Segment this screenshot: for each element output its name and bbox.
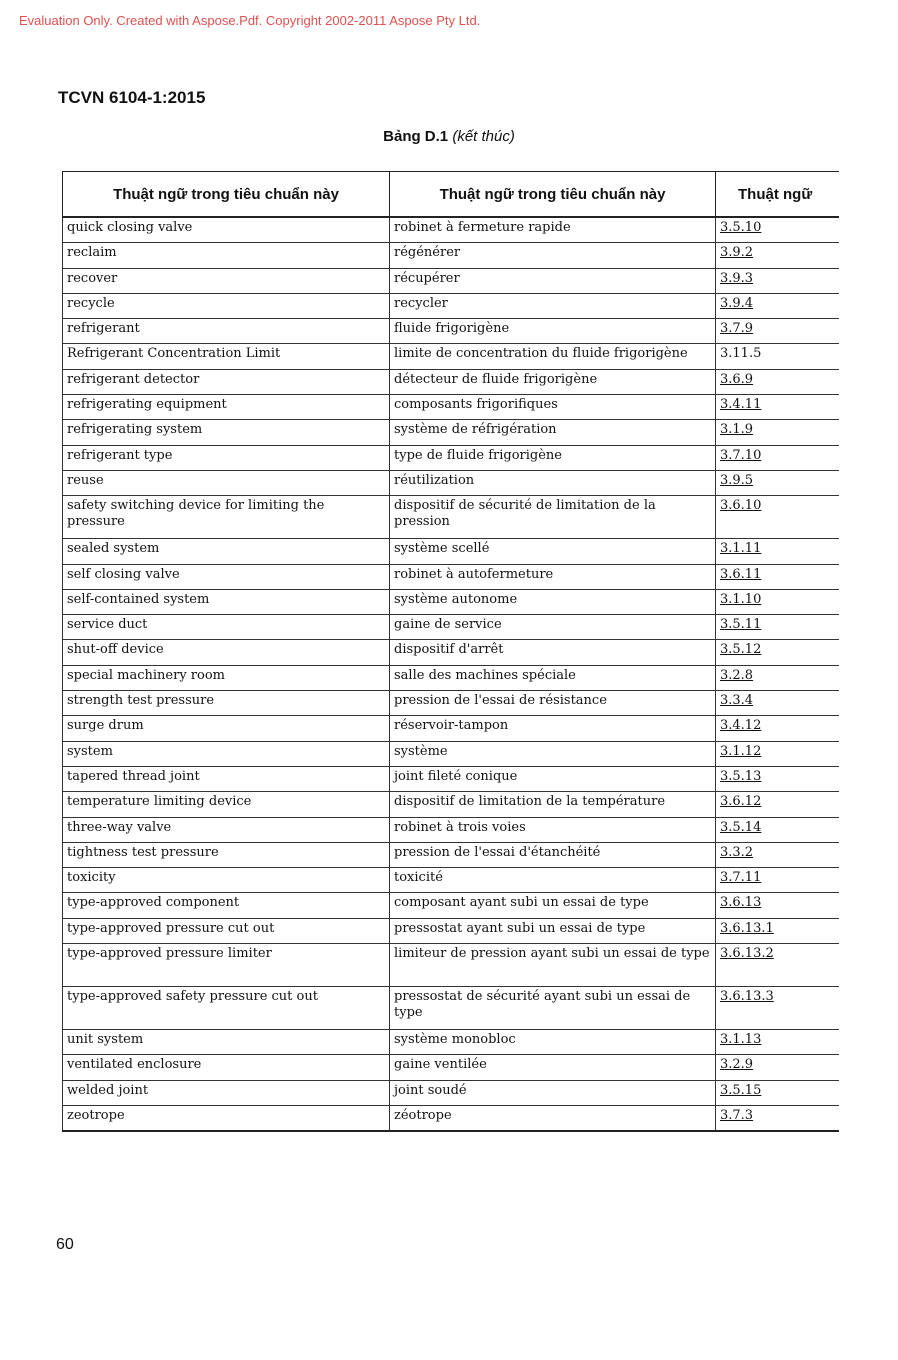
english-term-cell: Refrigerant Concentration Limit <box>63 344 390 369</box>
french-term-cell: toxicité <box>390 868 716 893</box>
french-term-cell: limite de concentration du fluide frigorigène <box>390 344 716 369</box>
table-row <box>63 420 839 445</box>
clause-ref-cell: 3.1.10 <box>716 589 839 614</box>
table-row <box>63 615 839 640</box>
english-term-cell: unit system <box>63 1030 390 1055</box>
table-row <box>63 344 839 369</box>
clause-ref-cell: 3.1.13 <box>716 1030 839 1055</box>
clause-ref-cell: 3.9.5 <box>716 470 839 495</box>
english-term-cell: shut-off device <box>63 640 390 665</box>
english-term-cell: system <box>63 741 390 766</box>
french-term-cell: gaine ventilée <box>390 1055 716 1080</box>
english-term-cell: reclaim <box>63 243 390 268</box>
table-row <box>63 868 839 893</box>
header-english-term: Thuật ngữ trong tiêu chuẩn này <box>63 172 390 218</box>
clause-ref-cell: 3.5.11 <box>716 615 839 640</box>
french-term-cell: système <box>390 741 716 766</box>
english-term-cell: type-approved pressure cut out <box>63 918 390 943</box>
french-term-cell: réutilization <box>390 470 716 495</box>
english-term-cell: temperature limiting device <box>63 792 390 817</box>
table-row <box>63 395 839 420</box>
table-row <box>63 792 839 817</box>
page-number: 60 <box>56 1236 74 1253</box>
clause-ref-cell: 3.4.12 <box>716 716 839 741</box>
english-term-cell: three-way valve <box>63 817 390 842</box>
table-caption <box>0 128 898 145</box>
french-term-cell: limiteur de pression ayant subi un essai de type <box>390 944 716 987</box>
french-term-cell: joint soudé <box>390 1080 716 1105</box>
clause-ref-cell: 3.5.10 <box>716 217 839 243</box>
clause-ref-cell: 3.1.12 <box>716 741 839 766</box>
english-term-cell: surge drum <box>63 716 390 741</box>
table-row <box>63 589 839 614</box>
table-row <box>63 1105 839 1131</box>
english-term-cell: refrigerant <box>63 319 390 344</box>
clause-ref-cell: 3.5.13 <box>716 766 839 791</box>
table-row <box>63 665 839 690</box>
header-french-term: Thuật ngữ trong tiêu chuẩn này <box>390 172 716 218</box>
french-term-cell: dispositif de sécurité de limitation de la pression <box>390 496 716 539</box>
french-term-cell: recycler <box>390 293 716 318</box>
table-row <box>63 716 839 741</box>
english-term-cell: zeotrope <box>63 1105 390 1131</box>
standard-id: TCVN 6104-1:2015 <box>58 88 206 107</box>
french-term-cell: dispositif d'arrêt <box>390 640 716 665</box>
table-row <box>63 293 839 318</box>
clause-ref-cell: 3.6.11 <box>716 564 839 589</box>
table-row <box>63 1055 839 1080</box>
table-row <box>63 987 839 1030</box>
clause-ref-cell: 3.6.9 <box>716 369 839 394</box>
clause-ref-cell: 3.5.12 <box>716 640 839 665</box>
english-term-cell: recycle <box>63 293 390 318</box>
clause-ref-cell: 3.6.12 <box>716 792 839 817</box>
french-term-cell: système monobloc <box>390 1030 716 1055</box>
english-term-cell: strength test pressure <box>63 691 390 716</box>
clause-ref-cell: 3.6.13.3 <box>716 987 839 1030</box>
english-term-cell: safety switching device for limiting the pressure <box>63 496 390 539</box>
french-term-cell: récupérer <box>390 268 716 293</box>
clause-ref-cell: 3.6.13 <box>716 893 839 918</box>
table-row <box>63 217 839 243</box>
english-term-cell: service duct <box>63 615 390 640</box>
table-row <box>63 741 839 766</box>
french-term-cell: robinet à fermeture rapide <box>390 217 716 243</box>
english-term-cell: welded joint <box>63 1080 390 1105</box>
table-header-row <box>63 172 839 218</box>
table-row <box>63 319 839 344</box>
french-term-cell: système scellé <box>390 539 716 564</box>
french-term-cell: système autonome <box>390 589 716 614</box>
french-term-cell: salle des machines spéciale <box>390 665 716 690</box>
table-row <box>63 640 839 665</box>
clause-ref-cell: 3.5.14 <box>716 817 839 842</box>
french-term-cell: détecteur de fluide frigorigène <box>390 369 716 394</box>
header-clause-ref: Thuật ngữ <box>716 172 839 218</box>
clause-ref-cell: 3.7.11 <box>716 868 839 893</box>
terms-table <box>62 171 839 1132</box>
french-term-cell: robinet à autofermeture <box>390 564 716 589</box>
english-term-cell: refrigerating system <box>63 420 390 445</box>
table-row <box>63 445 839 470</box>
french-term-cell: pression de l'essai de résistance <box>390 691 716 716</box>
clause-ref-cell: 3.9.2 <box>716 243 839 268</box>
french-term-cell: composants frigorifiques <box>390 395 716 420</box>
english-term-cell: ventilated enclosure <box>63 1055 390 1080</box>
french-term-cell: composant ayant subi un essai de type <box>390 893 716 918</box>
table-row <box>63 243 839 268</box>
clause-ref-cell: 3.6.13.1 <box>716 918 839 943</box>
table-row <box>63 842 839 867</box>
french-term-cell: joint fileté conique <box>390 766 716 791</box>
table-row <box>63 893 839 918</box>
clause-ref-cell: 3.7.3 <box>716 1105 839 1131</box>
table-row <box>63 470 839 495</box>
french-term-cell: type de fluide frigorigène <box>390 445 716 470</box>
english-term-cell: toxicity <box>63 868 390 893</box>
english-term-cell: refrigerant detector <box>63 369 390 394</box>
english-term-cell: sealed system <box>63 539 390 564</box>
clause-ref-cell: 3.3.4 <box>716 691 839 716</box>
table-row <box>63 944 839 987</box>
french-term-cell: pressostat ayant subi un essai de type <box>390 918 716 943</box>
table-row <box>63 766 839 791</box>
english-term-cell: type-approved safety pressure cut out <box>63 987 390 1030</box>
table-row <box>63 268 839 293</box>
english-term-cell: self closing valve <box>63 564 390 589</box>
english-term-cell: self-contained system <box>63 589 390 614</box>
clause-ref-cell: 3.6.13.2 <box>716 944 839 987</box>
french-term-cell: robinet à trois voies <box>390 817 716 842</box>
clause-ref-cell: 3.4.11 <box>716 395 839 420</box>
english-term-cell: quick closing valve <box>63 217 390 243</box>
english-term-cell: recover <box>63 268 390 293</box>
clause-ref-cell: 3.2.8 <box>716 665 839 690</box>
french-term-cell: réservoir-tampon <box>390 716 716 741</box>
table-row <box>63 539 839 564</box>
table-caption-note: (kết thúc) <box>452 128 515 145</box>
french-term-cell: pression de l'essai d'étanchéité <box>390 842 716 867</box>
clause-ref-cell: 3.1.9 <box>716 420 839 445</box>
french-term-cell: zéotrope <box>390 1105 716 1131</box>
english-term-cell: type-approved pressure limiter <box>63 944 390 987</box>
table-row <box>63 1030 839 1055</box>
french-term-cell: dispositif de limitation de la température <box>390 792 716 817</box>
clause-ref-cell: 3.7.10 <box>716 445 839 470</box>
english-term-cell: tapered thread joint <box>63 766 390 791</box>
table-row <box>63 496 839 539</box>
french-term-cell: pressostat de sécurité ayant subi un essai de type <box>390 987 716 1030</box>
table-row <box>63 564 839 589</box>
table-row <box>63 369 839 394</box>
clause-ref-cell: 3.5.15 <box>716 1080 839 1105</box>
table-row <box>63 817 839 842</box>
english-term-cell: tightness test pressure <box>63 842 390 867</box>
clause-ref-cell: 3.1.11 <box>716 539 839 564</box>
french-term-cell: régénérer <box>390 243 716 268</box>
clause-ref-cell: 3.9.3 <box>716 268 839 293</box>
table-row <box>63 691 839 716</box>
french-term-cell: fluide frigorigène <box>390 319 716 344</box>
table-row <box>63 1080 839 1105</box>
english-term-cell: type-approved component <box>63 893 390 918</box>
english-term-cell: special machinery room <box>63 665 390 690</box>
clause-ref-cell: 3.6.10 <box>716 496 839 539</box>
french-term-cell: système de réfrigération <box>390 420 716 445</box>
evaluation-watermark: Evaluation Only. Created with Aspose.Pdf. Copyright 2002-2011 Aspose Pty Ltd. <box>19 13 481 28</box>
french-term-cell: gaine de service <box>390 615 716 640</box>
clause-ref-cell: 3.2.9 <box>716 1055 839 1080</box>
table-caption-label: Bảng D.1 <box>383 128 449 145</box>
clause-ref-cell: 3.7.9 <box>716 319 839 344</box>
table-row <box>63 918 839 943</box>
english-term-cell: refrigerating equipment <box>63 395 390 420</box>
english-term-cell: refrigerant type <box>63 445 390 470</box>
clause-ref-cell: 3.3.2 <box>716 842 839 867</box>
clause-ref-cell: 3.9.4 <box>716 293 839 318</box>
english-term-cell: reuse <box>63 470 390 495</box>
clause-ref-cell: 3.11.5 <box>716 344 839 369</box>
